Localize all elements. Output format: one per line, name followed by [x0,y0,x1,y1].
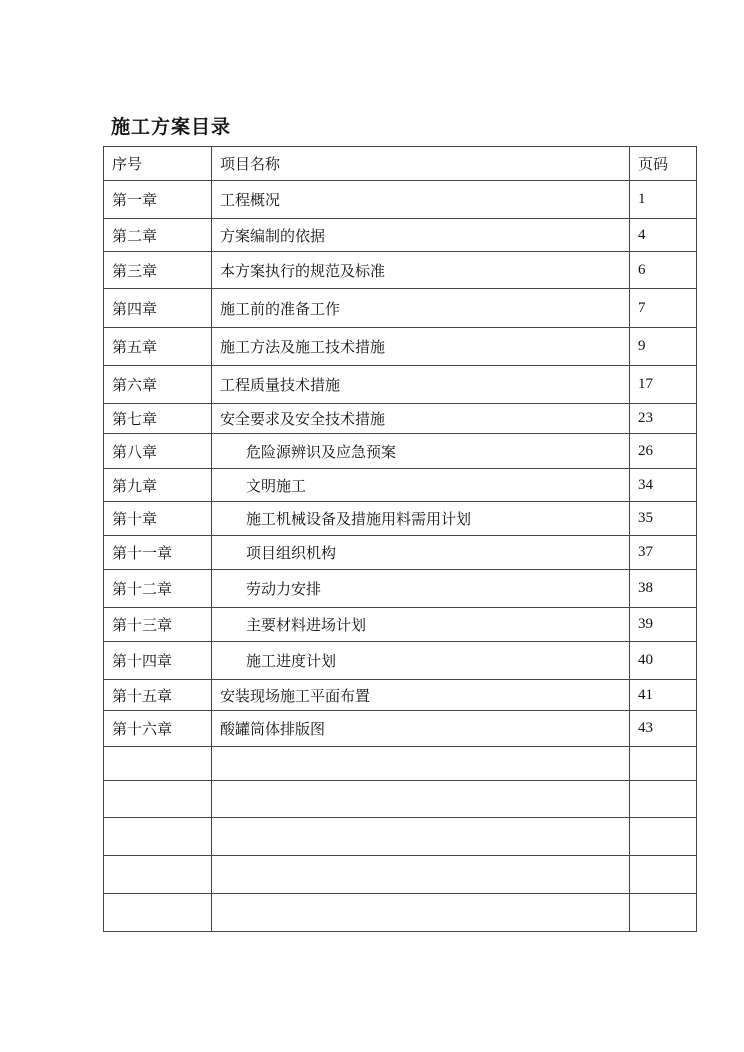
name-cell: 工程概况 [212,181,630,219]
empty-row [104,818,697,856]
chapter-cell: 第十章 [104,502,212,536]
name-text: 文明施工 [246,476,307,495]
header-chapter: 序号 [104,147,212,181]
table-row [104,181,697,219]
name-cell: 施工方法及施工技术措施 [212,328,630,366]
empty-cell [630,894,697,932]
chapter-cell: 第四章 [104,289,212,328]
table-row [104,219,697,252]
table-row [104,252,697,289]
empty-cell [212,818,630,856]
empty-row [104,781,697,818]
table-row [104,502,697,536]
empty-cell [104,894,212,932]
chapter-cell: 第八章 [104,434,212,469]
name-text: 施工机械设备及措施用料需用计划 [246,510,472,528]
page-cell: 41 [630,680,697,711]
page-cell: 23 [630,404,697,434]
empty-cell [104,856,212,894]
table-row [104,328,697,366]
table-row [104,289,697,328]
header-page: 页码 [630,147,697,181]
table-row [104,536,697,570]
page-cell: 17 [630,366,697,404]
chapter-cell: 第一章 [104,181,212,219]
name-cell: 安装现场施工平面布置 [212,680,630,711]
page-cell: 39 [630,608,697,642]
empty-cell [630,856,697,894]
empty-cell [212,781,630,818]
chapter-cell: 第十三章 [104,608,212,642]
table-row [104,680,697,711]
empty-cell [212,747,630,781]
page-cell: 35 [630,502,697,536]
empty-cell [630,781,697,818]
page-cell: 43 [630,711,697,747]
table-row [104,404,697,434]
name-cell [212,469,630,502]
table-row [104,642,697,680]
toc-table [103,146,697,932]
page-cell: 37 [630,536,697,570]
name-cell: 本方案执行的规范及标准 [212,252,630,289]
page-cell: 9 [630,328,697,366]
name-cell: 酸罐筒体排版图 [212,711,630,747]
empty-cell [630,747,697,781]
table-row [104,434,697,469]
chapter-cell: 第十一章 [104,536,212,570]
table-header-row [104,147,697,181]
page-cell: 7 [630,289,697,328]
name-cell [212,642,630,680]
name-text: 项目组织机构 [246,544,337,562]
table-row [104,711,697,747]
empty-cell [212,894,630,932]
name-cell [212,434,630,469]
empty-row [104,856,697,894]
empty-row [104,894,697,932]
chapter-cell: 第十五章 [104,680,212,711]
page-title: 施工方案目录 [111,116,232,138]
page-cell: 40 [630,642,697,680]
page-cell: 26 [630,434,697,469]
name-cell: 工程质量技术措施 [212,366,630,404]
table-row [104,608,697,642]
name-text: 主要材料进场计划 [246,616,367,634]
empty-row [104,747,697,781]
empty-cell [104,781,212,818]
table-row [104,570,697,608]
name-cell [212,608,630,642]
empty-cell [630,818,697,856]
empty-cell [104,747,212,781]
name-text: 危险源辨识及应急预案 [246,442,397,461]
name-cell [212,536,630,570]
name-text: 施工进度计划 [246,652,337,670]
name-text: 劳动力安排 [246,580,322,598]
chapter-cell: 第十二章 [104,570,212,608]
chapter-cell: 第五章 [104,328,212,366]
name-cell: 施工前的准备工作 [212,289,630,328]
page-cell: 34 [630,469,697,502]
page-cell: 1 [630,181,697,219]
page-cell: 6 [630,252,697,289]
table-row [104,469,697,502]
chapter-cell: 第十六章 [104,711,212,747]
page-cell: 4 [630,219,697,252]
chapter-cell: 第二章 [104,219,212,252]
name-cell [212,502,630,536]
name-cell [212,570,630,608]
header-name: 项目名称 [212,147,630,181]
empty-cell [104,818,212,856]
chapter-cell: 第七章 [104,404,212,434]
empty-cell [212,856,630,894]
chapter-cell: 第十四章 [104,642,212,680]
name-cell: 方案编制的依据 [212,219,630,252]
chapter-cell: 第九章 [104,469,212,502]
page-cell: 38 [630,570,697,608]
chapter-cell: 第三章 [104,252,212,289]
table-row [104,366,697,404]
chapter-cell: 第六章 [104,366,212,404]
name-cell: 安全要求及安全技术措施 [212,404,630,434]
